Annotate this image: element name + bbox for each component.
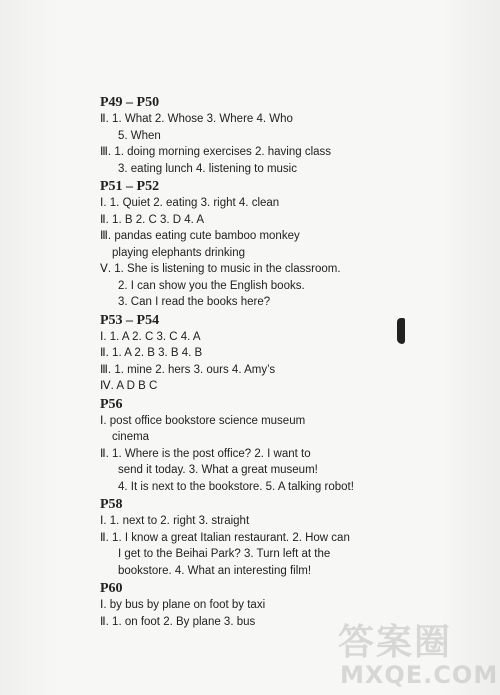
watermark-site-text: MXQE.COM	[340, 661, 499, 689]
answer-line: 2. I can show you the English books.	[118, 279, 305, 292]
answer-line: Ⅱ. 1. Where is the post office? 2. I want to	[100, 447, 311, 460]
answer-line: Ⅱ. 1. What 2. Whose 3. Where 4. Who	[100, 113, 293, 125]
answer-line: Ⅰ. 1. next to 2. right 3. straight	[100, 515, 250, 527]
answer-line: Ⅱ. 1. A 2. B 3. B 4. B	[100, 347, 203, 359]
answer-line: Ⅴ. 1. She is listening to music in the classroom.	[100, 263, 341, 275]
answer-line: Ⅲ. 1. doing morning exercises 2. having class	[100, 146, 332, 158]
answer-line: Ⅲ. 1. mine 2. hers 3. ours 4. Amy’s	[100, 363, 276, 376]
watermark	[338, 614, 498, 692]
answer-line: 4. It is next to the bookstore. 5. A talking robot!	[118, 480, 354, 493]
section-heading: P56	[100, 396, 123, 412]
section-heading: P60	[100, 581, 123, 596]
section-heading: P49 – P50	[100, 95, 160, 110]
answer-line: 3. eating lunch 4. listening to music	[118, 162, 297, 175]
answer-line: 5. When	[118, 129, 161, 142]
answer-line: cinema	[112, 431, 150, 443]
answer-line: send it today. 3. What a great museum!	[118, 464, 318, 476]
answer-content	[100, 93, 400, 630]
answer-line: Ⅲ. pandas eating cute bamboo monkey	[100, 230, 300, 242]
answer-line: bookstore. 4. What an interesting film!	[118, 564, 312, 577]
answer-line: Ⅱ. 1. on foot 2. By plane 3. bus	[100, 615, 256, 628]
section-heading: P51 – P52	[100, 179, 160, 194]
answer-line: Ⅰ. 1. A 2. C 3. C 4. A	[100, 330, 201, 343]
answer-line: Ⅱ. 1. B 2. C 3. D 4. A	[100, 213, 205, 226]
answer-line: playing elephants drinking	[112, 246, 245, 259]
answer-line: Ⅰ. by bus by plane on foot by taxi	[100, 599, 266, 611]
section-heading: P58	[100, 497, 123, 512]
answer-line: 3. Can I read the books here?	[118, 296, 271, 308]
binding-mark	[397, 318, 405, 344]
answer-line: Ⅰ. post office bookstore science museum	[100, 414, 306, 427]
answer-line: I get to the Beihai Park? 3. Turn left at the	[118, 548, 331, 560]
answer-line: Ⅰ. 1. Quiet 2. eating 3. right 4. clean	[100, 197, 280, 209]
watermark-logo-text: 答案圈	[338, 622, 453, 663]
answer-line: Ⅱ. 1. I know a great Italian restaurant. 2. How can	[100, 531, 350, 544]
answer-line: Ⅳ. A D B C	[100, 380, 158, 392]
section-heading: P53 – P54	[100, 312, 160, 328]
